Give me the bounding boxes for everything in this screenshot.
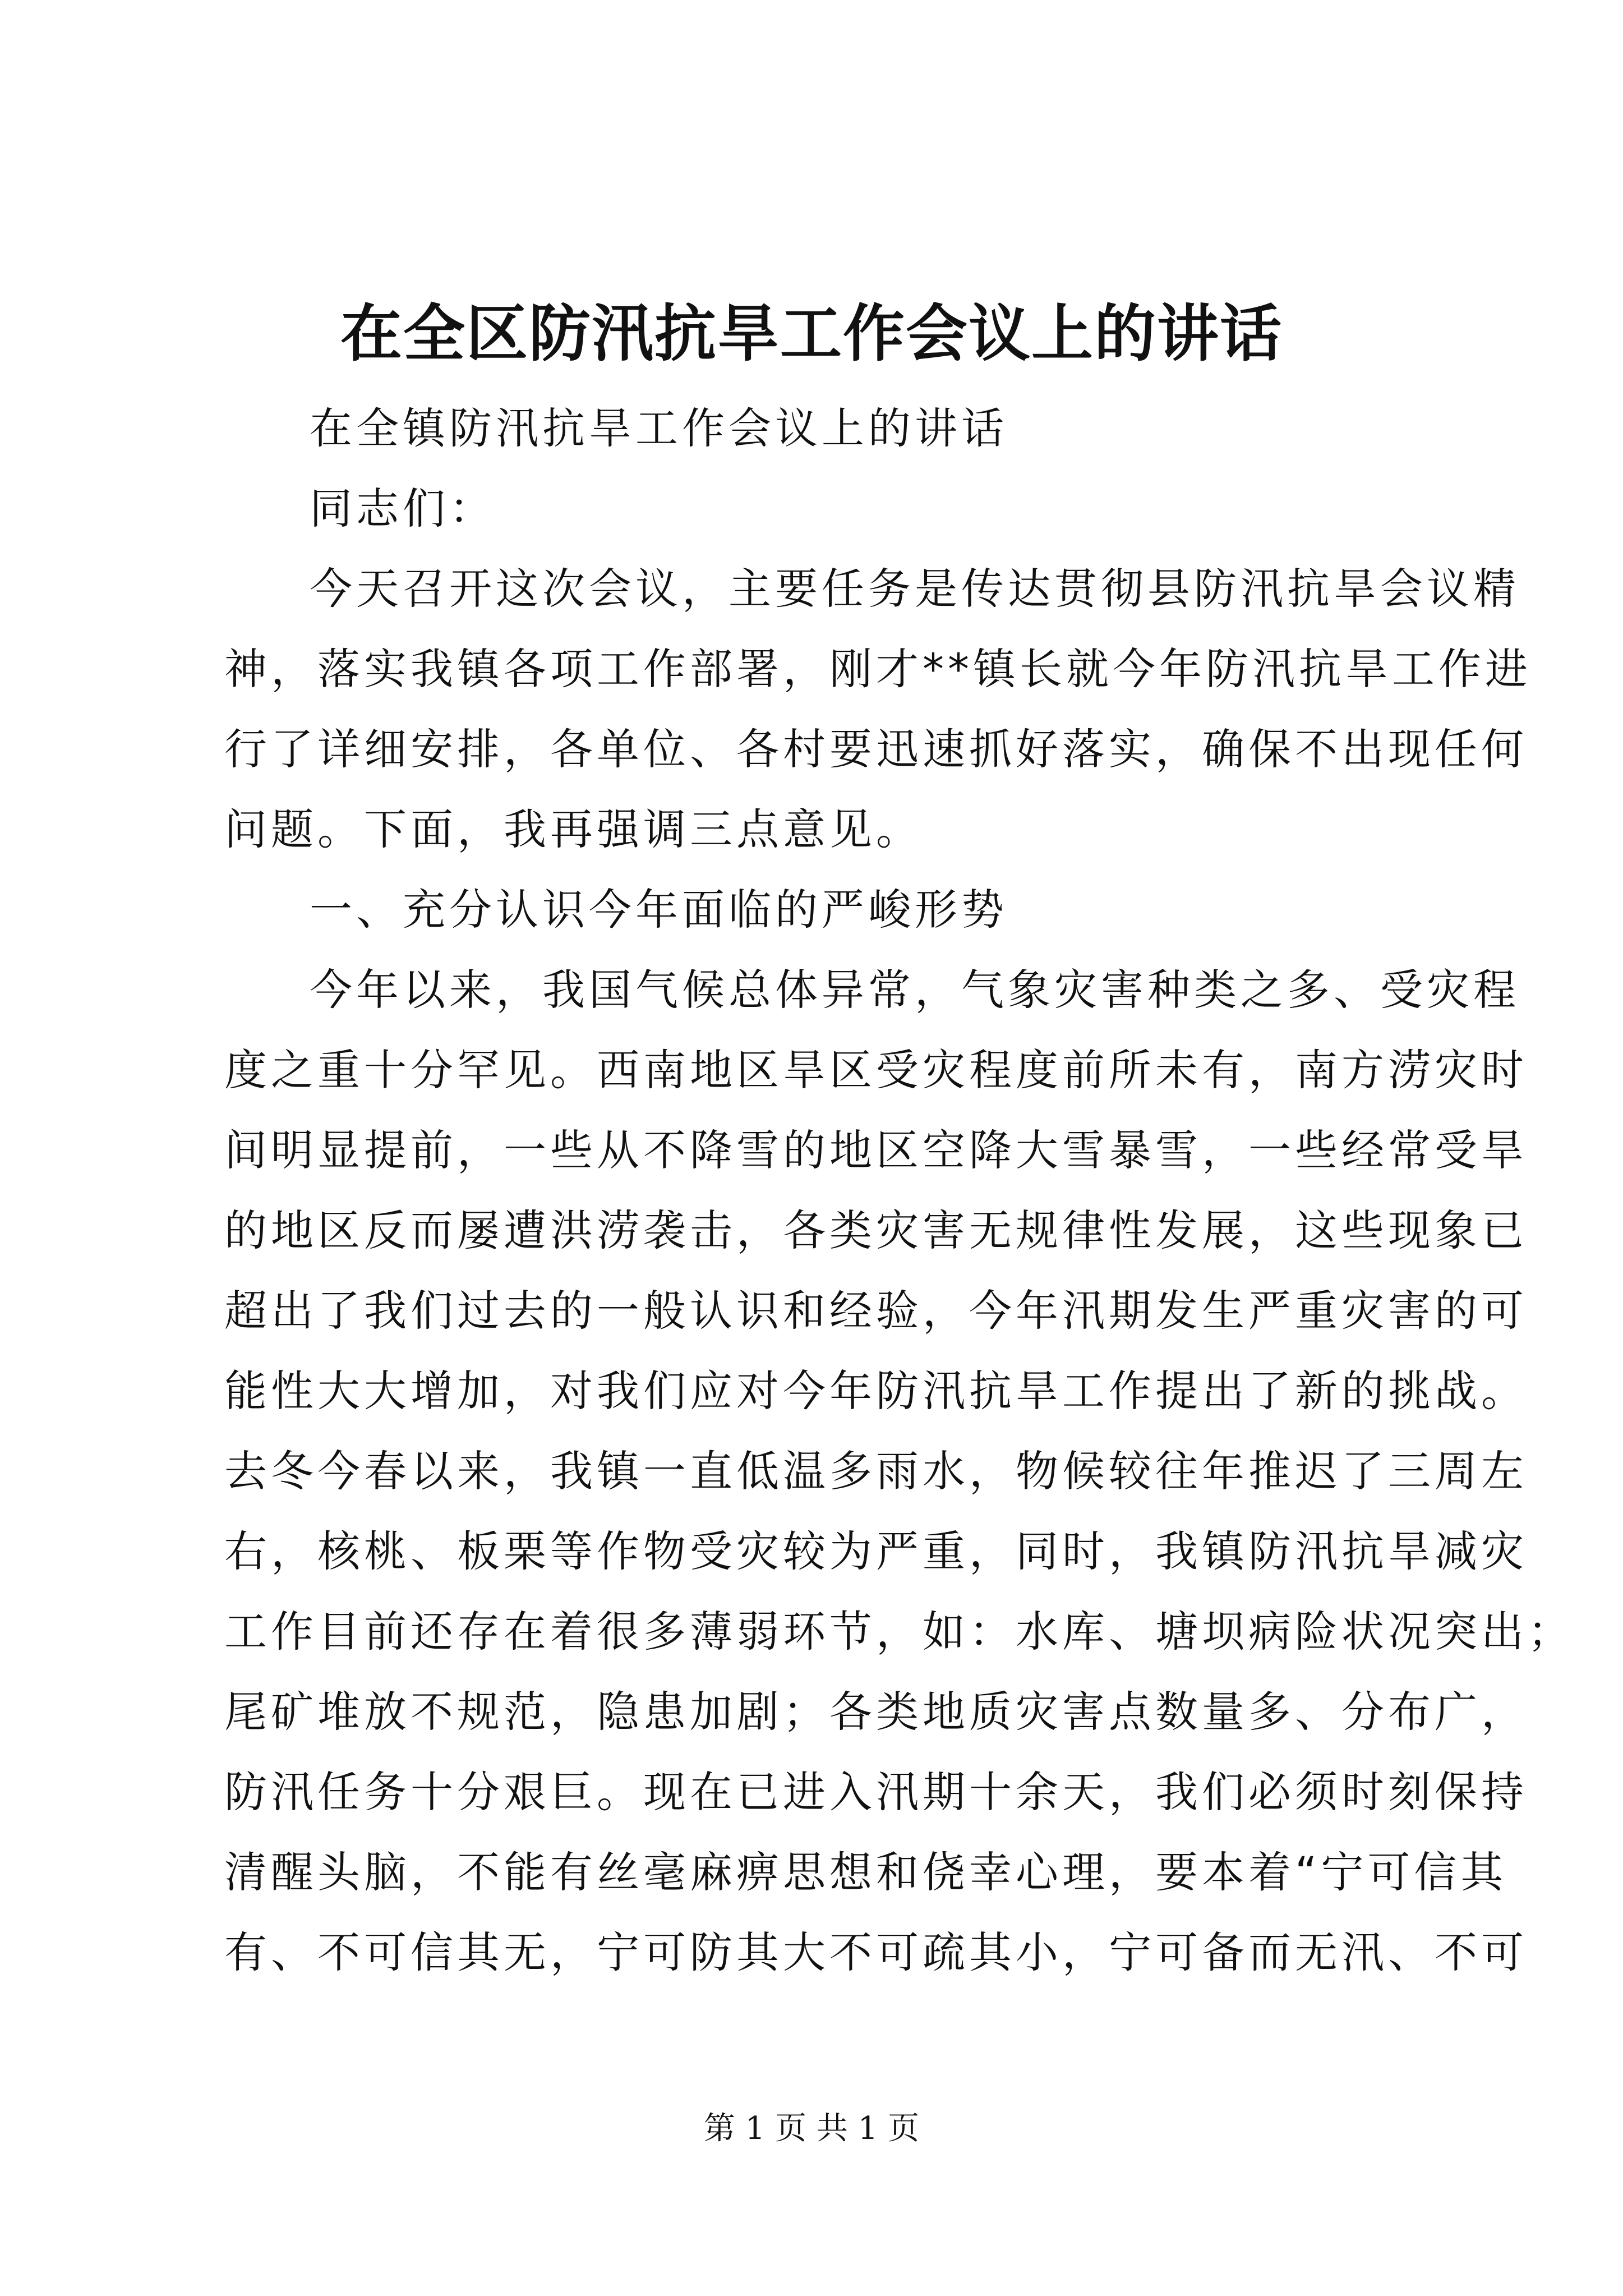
body-line: 防汛任务十分艰巨。现在已进入汛期十余天，我们必须时刻保持 (224, 1767, 1528, 1817)
body-line: 右，核桃、板栗等作物受灾较为严重，同时，我镇防汛抗旱减灾 (224, 1526, 1528, 1576)
body-line: 同志们： (310, 484, 496, 533)
page-footer: 第 1 页 共 1 页 (703, 2110, 920, 2147)
body-line: 在全镇防汛抗旱工作会议上的讲话 (310, 403, 1008, 453)
body-line: 度之重十分罕见。西南地区旱区受灾程度前所未有，南方涝灾时 (224, 1045, 1528, 1095)
body-line: 去冬今春以来，我镇一直低温多雨水，物候较往年推迟了三周左 (224, 1446, 1528, 1496)
body-line: 问题。下面，我再强调三点意见。 (224, 804, 923, 854)
body-line: 的地区反而屡遭洪涝袭击，各类灾害无规律性发展，这些现象已 (224, 1205, 1528, 1255)
body-line: 今天召开这次会议，主要任务是传达贯彻县防汛抗旱会议精 (310, 564, 1520, 614)
body-line: 能性大大增加，对我们应对今年防汛抗旱工作提出了新的挑战。 (224, 1366, 1528, 1416)
body-line: 有、不可信其无，宁可防其大不可疏其小，宁可备而无汛、不可 (224, 1927, 1528, 1977)
body-line: 间明显提前，一些从不降雪的地区空降大雪暴雪，一些经常受旱 (224, 1125, 1528, 1175)
body-line: 超出了我们过去的一般认识和经验，今年汛期发生严重灾害的可 (224, 1286, 1528, 1336)
body-line: 尾矿堆放不规范，隐患加剧；各类地质灾害点数量多、分布广， (224, 1687, 1528, 1737)
body-line: 神，落实我镇各项工作部署，刚才**镇长就今年防汛抗旱工作进 (224, 644, 1532, 694)
body-line: 行了详细安排，各单位、各村要迅速抓好落实，确保不出现任何 (224, 724, 1528, 774)
body-line: 今年以来，我国气候总体异常，气象灾害种类之多、受灾程 (310, 965, 1520, 1015)
document-title: 在全区防汛抗旱工作会议上的讲话 (340, 297, 1283, 370)
body-line: 一、充分认识今年面临的严峻形势 (310, 885, 1008, 935)
document-body (224, 388, 1574, 1993)
body-line: 工作目前还存在着很多薄弱环节，如：水库、塘坝病险状况突出； (224, 1607, 1574, 1657)
body-line: 清醒头脑，不能有丝毫麻痹思想和侥幸心理，要本着“宁可信其 (224, 1847, 1507, 1897)
